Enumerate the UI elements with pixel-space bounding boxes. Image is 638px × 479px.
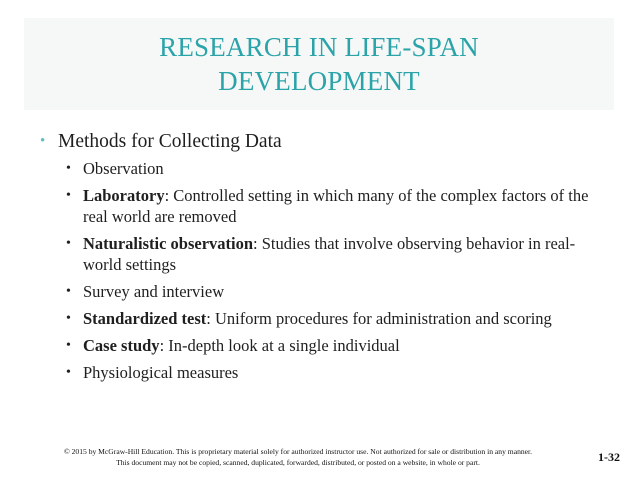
bullet-icon: • — [66, 284, 71, 299]
item-text: Observation — [83, 159, 164, 178]
list-item — [64, 335, 604, 356]
bullet-icon: • — [66, 188, 71, 203]
list-item — [64, 281, 604, 302]
item-text: Survey and interview — [83, 282, 225, 301]
slide-title-line-1: RESEARCH IN LIFE-SPAN — [159, 32, 479, 62]
copyright-line-2: This document may not be copied, scanned, duplicated, forwarded, distributed, or posted on a website, in whole or part. — [116, 458, 480, 467]
bullet-icon: • — [66, 338, 71, 353]
item-text: : Controlled setting in which many of the complex factors of the real world are removed — [83, 186, 589, 226]
item-term: Case study — [83, 336, 160, 355]
item-term: Naturalistic observation — [83, 234, 254, 253]
bullet-icon: • — [40, 133, 46, 149]
main-bullet — [40, 128, 282, 155]
main-bullet-text: Methods for Collecting Data — [58, 131, 282, 152]
bullet-icon: • — [66, 236, 71, 251]
item-text: Physiological measures — [83, 363, 239, 382]
page-number: 1-32 — [598, 450, 620, 464]
bullet-icon: • — [66, 311, 71, 326]
list-item — [64, 158, 604, 179]
item-term: Laboratory — [83, 186, 165, 205]
bullet-icon: • — [66, 365, 71, 380]
method-list — [64, 158, 604, 389]
copyright-line-1: © 2015 by McGraw-Hill Education. This is proprietary material solely for authorized instructor use. Not authorized for sale or distribution in any manner. — [63, 447, 533, 456]
list-item — [64, 362, 604, 383]
slide-title-line-2: DEVELOPMENT — [218, 66, 420, 96]
list-item — [64, 185, 604, 227]
bullet-icon: • — [66, 161, 71, 176]
item-text: : Studies that involve observing behavior in real-world settings — [83, 234, 576, 274]
list-item — [64, 233, 604, 275]
slide-title — [24, 30, 614, 98]
list-item — [64, 308, 604, 329]
item-text: : Uniform procedures for administration and scoring — [206, 309, 552, 328]
item-text: : In-depth look at a single individual — [159, 336, 400, 355]
item-term: Standardized test — [83, 309, 207, 328]
copyright-footer — [18, 446, 578, 468]
